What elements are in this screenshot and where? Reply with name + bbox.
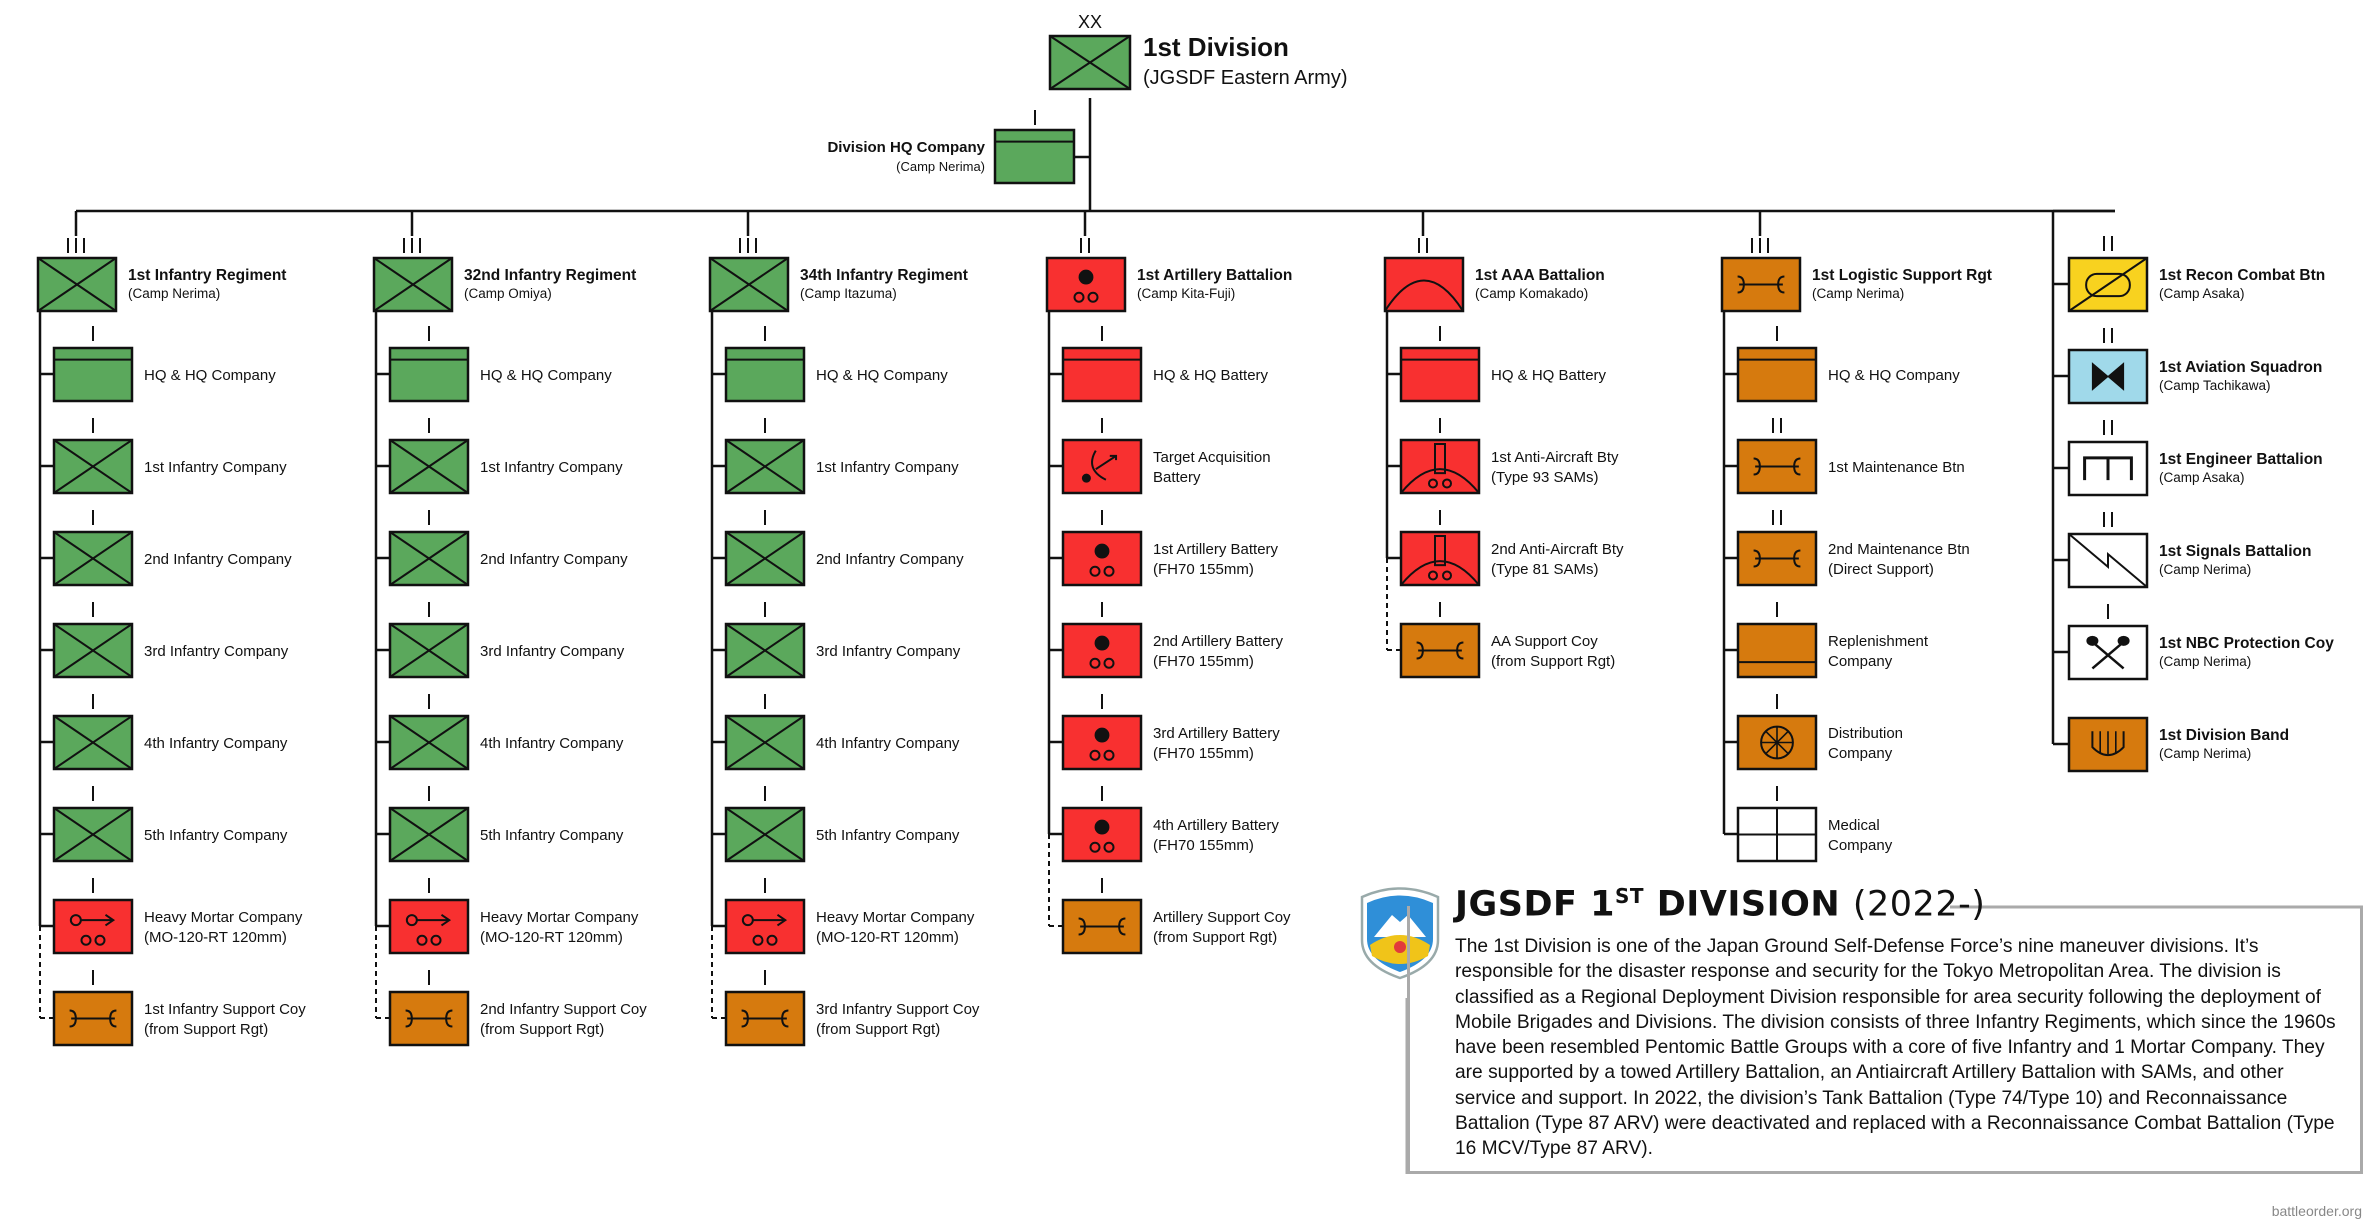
subunit-name: 1st Infantry Company xyxy=(816,459,959,476)
regiment-symbol xyxy=(38,258,116,311)
echelon-marker xyxy=(1752,238,1768,253)
subunit xyxy=(40,418,287,493)
subunit-name: 2nd Maintenance Btn xyxy=(1828,541,1970,558)
subunit xyxy=(376,510,628,585)
subunit xyxy=(40,694,288,769)
subunit-detail: (Direct Support) xyxy=(1828,561,1934,578)
subunit-symbol xyxy=(54,440,132,493)
subunit-symbol xyxy=(390,992,468,1045)
subunit-symbol xyxy=(1738,348,1816,401)
side-unit-name: 1st Aviation Squadron xyxy=(2159,359,2323,376)
subunit xyxy=(1724,510,1970,585)
subunit-symbol xyxy=(54,532,132,585)
side-unit-name: 1st NBC Protection Coy xyxy=(2159,635,2334,652)
subunit-detail: Company xyxy=(1828,745,1893,762)
subunit xyxy=(1724,418,1965,493)
subunit-name: 2nd Artillery Battery xyxy=(1153,633,1284,650)
side-unit-location: (Camp Nerima) xyxy=(2159,562,2252,577)
subunit-detail: Company xyxy=(1828,653,1893,670)
side-unit-name: 1st Signals Battalion xyxy=(2159,543,2312,560)
regiment-location: (Camp Nerima) xyxy=(128,286,221,301)
side-unit-symbol xyxy=(2069,718,2147,771)
column-2 xyxy=(374,211,647,1045)
side-unit-symbol xyxy=(2069,534,2147,587)
subunit xyxy=(712,326,948,401)
subunit-name: 4th Infantry Company xyxy=(816,735,960,752)
subunit xyxy=(1724,602,1929,677)
column-6 xyxy=(1722,211,1992,861)
subunit xyxy=(1049,418,1271,493)
regiment-name: 1st Logistic Support Rgt xyxy=(1812,267,1992,284)
side-unit-name: 1st Recon Combat Btn xyxy=(2159,267,2326,284)
regiment-symbol xyxy=(1722,258,1800,311)
subunit xyxy=(1387,326,1607,401)
subunit xyxy=(40,878,303,953)
division-subtitle: (JGSDF Eastern Army) xyxy=(1143,67,1348,89)
subunit xyxy=(712,786,960,861)
subunit-symbol xyxy=(726,532,804,585)
subunit-detail: (MO-120-RT 120mm) xyxy=(816,929,959,946)
subunit-name: 5th Infantry Company xyxy=(816,827,960,844)
side-unit xyxy=(2053,604,2334,679)
subunit xyxy=(712,694,960,769)
side-unit-location: (Camp Asaka) xyxy=(2159,470,2245,485)
subunit-name: Heavy Mortar Company xyxy=(816,909,975,926)
subunit-detail: (Type 81 SAMs) xyxy=(1491,561,1599,578)
subunit-name: Medical xyxy=(1828,817,1880,834)
description-title: JGSDF 1ST DIVISION (2022-) xyxy=(1455,884,1986,925)
subunit-name: HQ & HQ Company xyxy=(480,367,612,384)
subunit-detail: (from Support Rgt) xyxy=(144,1021,269,1038)
subunit-symbol xyxy=(726,348,804,401)
subunit-name: Distribution xyxy=(1828,725,1904,742)
division-title: 1st Division xyxy=(1143,32,1289,62)
subunit-symbol xyxy=(1738,532,1816,585)
subunit-symbol xyxy=(390,348,468,401)
subunit xyxy=(712,602,961,677)
subunit xyxy=(712,878,975,953)
subunit-symbol xyxy=(390,716,468,769)
subunit-symbol xyxy=(54,348,132,401)
column-5 xyxy=(1385,211,1624,677)
subunit-name: 1st Anti-Aircraft Bty xyxy=(1491,449,1619,466)
regiment-name: 32nd Infantry Regiment xyxy=(464,267,637,284)
subunit-detail: (FH70 155mm) xyxy=(1153,837,1254,854)
subunit xyxy=(376,602,625,677)
echelon-marker xyxy=(2104,236,2112,251)
subunit-symbol xyxy=(1063,532,1141,585)
subunit-symbol xyxy=(54,716,132,769)
subunit xyxy=(40,786,288,861)
subunit-detail: (FH70 155mm) xyxy=(1153,653,1254,670)
subunit-symbol xyxy=(1063,716,1141,769)
subunit xyxy=(40,970,306,1045)
subunit-symbol xyxy=(1738,716,1816,769)
regiment-name: 1st Artillery Battalion xyxy=(1137,267,1293,284)
subunit-detail: (MO-120-RT 120mm) xyxy=(480,929,623,946)
subunit xyxy=(40,510,292,585)
subunit-name: Artillery Support Coy xyxy=(1153,909,1291,926)
subunit xyxy=(1049,694,1280,769)
regiment-symbol xyxy=(1047,258,1125,311)
side-unit-symbol xyxy=(2069,626,2147,679)
subunit-detail: (from Support Rgt) xyxy=(1491,653,1616,670)
subunit xyxy=(1724,786,1893,861)
subunit xyxy=(40,602,289,677)
subunit-symbol xyxy=(726,900,804,953)
subunit-name: 2nd Infantry Company xyxy=(480,551,628,568)
regiment-name: 34th Infantry Regiment xyxy=(800,267,968,284)
side-unit-location: (Camp Nerima) xyxy=(2159,654,2252,669)
echelon-marker xyxy=(1081,238,1089,253)
column-1 xyxy=(38,211,306,1045)
subunit-name: 3rd Infantry Company xyxy=(144,643,289,660)
subunit-symbol xyxy=(1401,348,1479,401)
description-text: The 1st Division is one of the Japan Ground Self-Defense Force’s nine maneuver divisions. It’s responsible for the disaster response and security for the Tokyo Metropolitan Area. The division is classified as a Regional Deployment Division responsible for area security following the deployment of Mobile Brigades and Divisions. The division consists of three Infantry Regiments, which since the 1960s have been resembled Pentomic Battle Groups with a core of five Infantry and 1 Mortar Company. They are supported by a towed Artillery Battalion, an Antiaircraft Artillery Battalion with SAMs, and other service and support. In 2022, the division’s Tank Battalion (Type 74/Type 10) and Reconnaissance Battalion (Type 87 ARV) were deactivated and replaced with a Reconnaissance Combat Battalion (Type 16 MCV/Type 87 ARV). xyxy=(1455,936,2336,1160)
credit-text[interactable]: battleorder.org xyxy=(2271,1203,2362,1219)
subunit-symbol xyxy=(1401,624,1479,677)
regiment-location: (Camp Omiya) xyxy=(464,286,552,301)
subunit-detail: (MO-120-RT 120mm) xyxy=(144,929,287,946)
subunit-name: 2nd Infantry Support Coy xyxy=(480,1001,647,1018)
subunit xyxy=(1049,510,1279,585)
echelon-marker xyxy=(1773,418,1781,433)
subunit xyxy=(1724,694,1903,769)
subunit-symbol xyxy=(54,808,132,861)
subunit-symbol xyxy=(1063,900,1141,953)
subunit-name: Heavy Mortar Company xyxy=(480,909,639,926)
side-unit-name: 1st Division Band xyxy=(2159,727,2290,744)
subunit-name: 2nd Infantry Company xyxy=(816,551,964,568)
subunit-symbol xyxy=(54,624,132,677)
side-unit-location: (Camp Asaka) xyxy=(2159,286,2245,301)
subunit-symbol xyxy=(54,900,132,953)
svg-text:Division HQ Company: Division HQ Company xyxy=(827,139,985,156)
side-unit xyxy=(2053,328,2322,403)
subunit-symbol xyxy=(390,440,468,493)
subunit xyxy=(712,510,964,585)
subunit-name: 5th Infantry Company xyxy=(480,827,624,844)
side-unit-symbol xyxy=(2069,442,2147,495)
subunit-name: HQ & HQ Battery xyxy=(1491,367,1607,384)
subunit-name: 3rd Infantry Company xyxy=(480,643,625,660)
subunit-symbol xyxy=(1738,440,1816,493)
subunit-name: 1st Infantry Support Coy xyxy=(144,1001,306,1018)
side-unit-name: 1st Engineer Battalion xyxy=(2159,451,2323,468)
side-unit-symbol xyxy=(2069,350,2147,403)
division-node xyxy=(1050,12,1347,89)
column-4 xyxy=(1047,211,1292,953)
subunit-symbol xyxy=(54,992,132,1045)
subunit-name: Heavy Mortar Company xyxy=(144,909,303,926)
subunit-name: 3rd Artillery Battery xyxy=(1153,725,1280,742)
subunit-symbol xyxy=(1738,624,1816,677)
regiment-symbol xyxy=(374,258,452,311)
subunit-symbol xyxy=(1063,624,1141,677)
subunit-symbol xyxy=(1063,808,1141,861)
side-unit xyxy=(2053,420,2323,495)
subunit xyxy=(376,970,647,1045)
regiment-name: 1st AAA Battalion xyxy=(1475,267,1605,284)
subunit-detail: Company xyxy=(1828,837,1893,854)
subunit-symbol xyxy=(390,808,468,861)
subunit-name: 5th Infantry Company xyxy=(144,827,288,844)
subunit xyxy=(1387,418,1619,493)
subunit xyxy=(1387,510,1624,585)
subunit xyxy=(40,326,276,401)
subunit-name: 1st Infantry Company xyxy=(480,459,623,476)
subunit xyxy=(376,786,624,861)
subunit-name: 2nd Anti-Aircraft Bty xyxy=(1491,541,1624,558)
subunit-name: 3rd Infantry Support Coy xyxy=(816,1001,980,1018)
echelon-marker xyxy=(68,238,84,253)
subunit-symbol xyxy=(390,624,468,677)
division-hq-symbol xyxy=(995,130,1074,183)
subunit-detail: (FH70 155mm) xyxy=(1153,561,1254,578)
echelon-marker xyxy=(740,238,756,253)
echelon-marker xyxy=(2104,512,2112,527)
subunit-name: HQ & HQ Company xyxy=(816,367,948,384)
echelon-marker xyxy=(2104,420,2112,435)
subunit-name: HQ & HQ Company xyxy=(1828,367,1960,384)
subunit-name: 3rd Infantry Company xyxy=(816,643,961,660)
echelon-marker xyxy=(1419,238,1427,253)
subunit-symbol xyxy=(1063,440,1141,493)
subunit-name: 4th Artillery Battery xyxy=(1153,817,1279,834)
subunit-name: 4th Infantry Company xyxy=(480,735,624,752)
subunit xyxy=(1387,602,1615,677)
subunit-name: Replenishment xyxy=(1828,633,1929,650)
regiment-location: (Camp Kita-Fuji) xyxy=(1137,286,1236,301)
subunit xyxy=(376,326,612,401)
subunit-name: AA Support Coy xyxy=(1491,633,1598,650)
side-unit xyxy=(2053,512,2311,587)
subunit-symbol xyxy=(390,532,468,585)
subunit-detail: (from Support Rgt) xyxy=(1153,929,1278,946)
subunit-symbol xyxy=(726,808,804,861)
echelon-marker xyxy=(2104,328,2112,343)
subunit-name: 4th Infantry Company xyxy=(144,735,288,752)
subunit-name: 1st Maintenance Btn xyxy=(1828,459,1965,476)
subunit-symbol xyxy=(726,716,804,769)
subunit xyxy=(1049,602,1284,677)
regiment-location: (Camp Komakado) xyxy=(1475,286,1589,301)
subunit xyxy=(376,694,624,769)
side-unit xyxy=(2053,236,2325,311)
side-unit xyxy=(2053,718,2289,771)
subunit-name: HQ & HQ Battery xyxy=(1153,367,1269,384)
subunit-symbol xyxy=(1063,348,1141,401)
subunit xyxy=(1049,878,1291,953)
regiment-location: (Camp Nerima) xyxy=(1812,286,1905,301)
subunit-symbol xyxy=(1401,440,1479,493)
subunit-symbol xyxy=(1738,808,1816,861)
division-hq-node xyxy=(827,110,1074,183)
subunit-detail: (FH70 155mm) xyxy=(1153,745,1254,762)
regiment-symbol xyxy=(710,258,788,311)
subunit-symbol xyxy=(726,440,804,493)
regiment-symbol xyxy=(1385,258,1463,311)
subunit-name: Target Acquisition xyxy=(1153,449,1271,466)
echelon-marker: XX xyxy=(1077,12,1103,32)
side-unit-symbol xyxy=(2069,258,2147,311)
subunit-symbol xyxy=(726,992,804,1045)
side-unit-location: (Camp Nerima) xyxy=(2159,746,2252,761)
column-3 xyxy=(710,211,980,1045)
subunit-symbol xyxy=(1401,532,1479,585)
subunit xyxy=(1049,326,1269,401)
subunit-name: 1st Infantry Company xyxy=(144,459,287,476)
subunit xyxy=(376,418,623,493)
echelon-marker xyxy=(1773,510,1781,525)
subunit-name: 2nd Infantry Company xyxy=(144,551,292,568)
subunit-detail: (Type 93 SAMs) xyxy=(1491,469,1599,486)
subunit-name: HQ & HQ Company xyxy=(144,367,276,384)
svg-text:(Camp Nerima): (Camp Nerima) xyxy=(896,159,985,174)
subunit xyxy=(376,878,639,953)
subunit xyxy=(1724,326,1960,401)
subunit xyxy=(712,418,959,493)
subunit-detail: Battery xyxy=(1153,469,1201,486)
echelon-marker xyxy=(404,238,420,253)
subunit xyxy=(712,970,980,1045)
regiment-name: 1st Infantry Regiment xyxy=(128,267,287,284)
subunit xyxy=(1049,786,1279,861)
side-unit-location: (Camp Tachikawa) xyxy=(2159,378,2271,393)
subunit-detail: (from Support Rgt) xyxy=(816,1021,941,1038)
division-symbol xyxy=(1050,36,1130,89)
subunit-detail: (from Support Rgt) xyxy=(480,1021,605,1038)
subunit-symbol xyxy=(390,900,468,953)
regiment-location: (Camp Itazuma) xyxy=(800,286,897,301)
subunit-symbol xyxy=(726,624,804,677)
subunit-name: 1st Artillery Battery xyxy=(1153,541,1279,558)
